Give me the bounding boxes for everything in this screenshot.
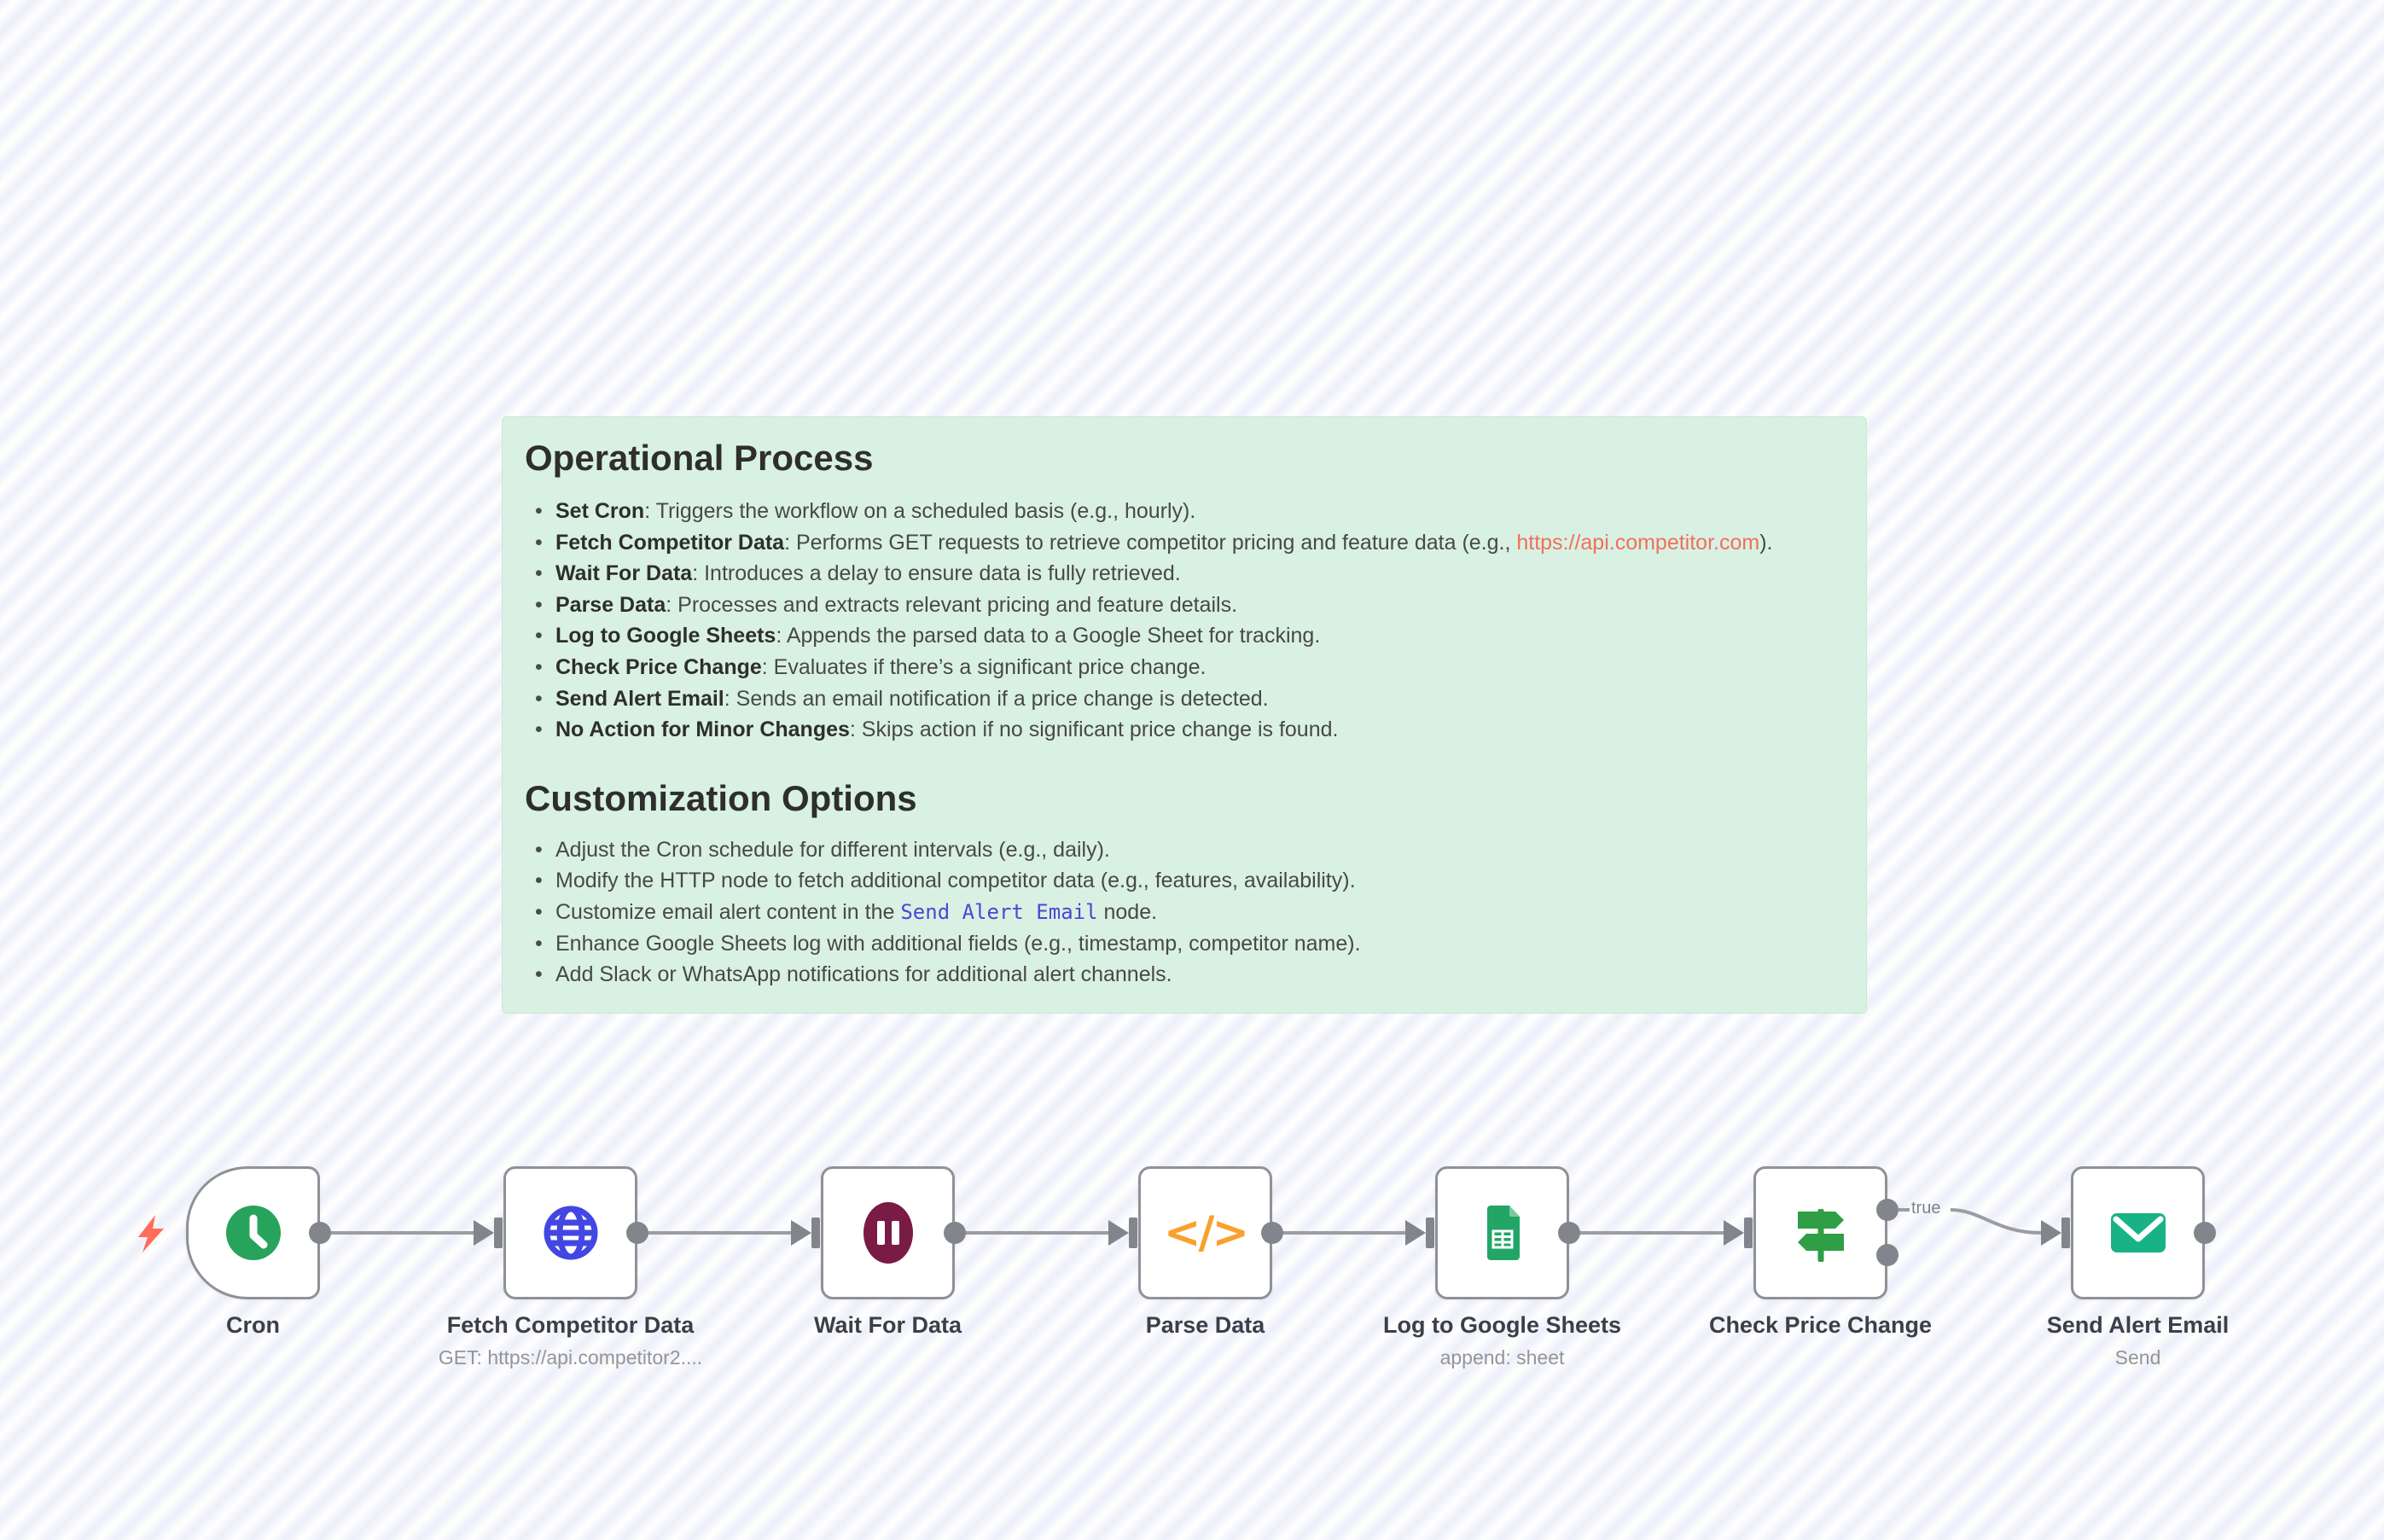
list-item: • Send Alert Email: Sends an email notification if a price change is detected. <box>525 683 1844 715</box>
node-cron-box[interactable] <box>186 1166 320 1299</box>
list-item: • Fetch Competitor Data: Performs GET requests to retrieve competitor pricing and feature data (e.g., https://api.competitor.com). <box>525 527 1844 559</box>
sticky-note[interactable] <box>502 416 1867 1014</box>
competitor-api-link[interactable]: https://api.competitor.com <box>1516 530 1760 555</box>
note-heading-customization-options: Customization Options <box>525 777 917 818</box>
node-cron[interactable] <box>186 1166 320 1338</box>
google-sheets-icon <box>1475 1202 1530 1264</box>
list-item: • Wait For Data: Introduces a delay to ensure data is fully retrieved. <box>525 558 1844 590</box>
node-wait-for-data[interactable] <box>813 1166 962 1338</box>
signpost-icon <box>1791 1200 1851 1265</box>
list-item: • Enhance Google Sheets log with additional fields (e.g., timestamp, competitor name). <box>525 928 1844 960</box>
node-log-to-google-sheets[interactable] <box>1382 1166 1622 1369</box>
node-label: Send Alert Email <box>2046 1312 2230 1338</box>
lightning-icon <box>138 1215 164 1252</box>
list-item: • Modify the HTTP node to fetch additional competitor data (e.g., features, availability). <box>525 865 1844 897</box>
node-parse-data[interactable] <box>1138 1166 1272 1338</box>
node-send-alert-email[interactable] <box>2046 1166 2230 1369</box>
node-sublabel: Send <box>2114 1346 2161 1369</box>
node-label: Fetch Competitor Data <box>446 1312 695 1338</box>
list-item: • Check Price Change: Evaluates if there’s a significant price change. <box>525 652 1844 683</box>
note-heading-operational-process: Operational Process <box>525 438 874 478</box>
list-item: • Set Cron: Triggers the workflow on a scheduled basis (e.g., hourly). <box>525 496 1844 527</box>
node-fetch-box[interactable] <box>503 1166 637 1299</box>
node-if-box[interactable] <box>1753 1166 1887 1299</box>
node-label: Log to Google Sheets <box>1382 1312 1622 1338</box>
node-label: Parse Data <box>1145 1312 1265 1338</box>
node-sheets-box[interactable] <box>1435 1166 1569 1299</box>
list-item: • Parse Data: Processes and extracts relevant pricing and feature details. <box>525 590 1844 621</box>
inline-code-send-alert-email: Send Alert Email <box>900 899 1098 924</box>
node-parse-box[interactable] <box>1138 1166 1272 1299</box>
operational-process-list <box>525 496 1844 746</box>
list-item: • No Action for Minor Changes: Skips action if no significant price change is found. <box>525 714 1844 746</box>
list-item: • Log to Google Sheets: Appends the parsed data to a Google Sheet for tracking. <box>525 620 1844 652</box>
globe-icon <box>541 1203 601 1263</box>
node-sublabel: GET: https://api.competitor2.... <box>438 1346 703 1369</box>
mail-icon <box>2109 1212 2167 1254</box>
list-item: • Add Slack or WhatsApp notifications for additional alert channels. <box>525 959 1844 991</box>
node-label: Cron <box>226 1312 280 1338</box>
node-label: Wait For Data <box>813 1312 962 1338</box>
node-wait-box[interactable] <box>821 1166 955 1299</box>
node-email-box[interactable] <box>2071 1166 2205 1299</box>
true-branch-label: true <box>1911 1199 1941 1217</box>
code-icon: </> <box>1163 1207 1247 1258</box>
node-sublabel: append: sheet <box>1439 1346 1565 1369</box>
true-branch-curve <box>1951 1210 2041 1233</box>
list-item: • Customize email alert content in the Send Alert Email node. <box>525 897 1844 928</box>
node-fetch-competitor-data[interactable] <box>438 1166 703 1369</box>
customization-options-list <box>525 834 1844 991</box>
clock-icon <box>225 1205 282 1261</box>
list-item: • Adjust the Cron schedule for different intervals (e.g., daily). <box>525 834 1844 866</box>
pause-icon <box>857 1197 920 1269</box>
node-label: Check Price Change <box>1708 1312 1933 1338</box>
